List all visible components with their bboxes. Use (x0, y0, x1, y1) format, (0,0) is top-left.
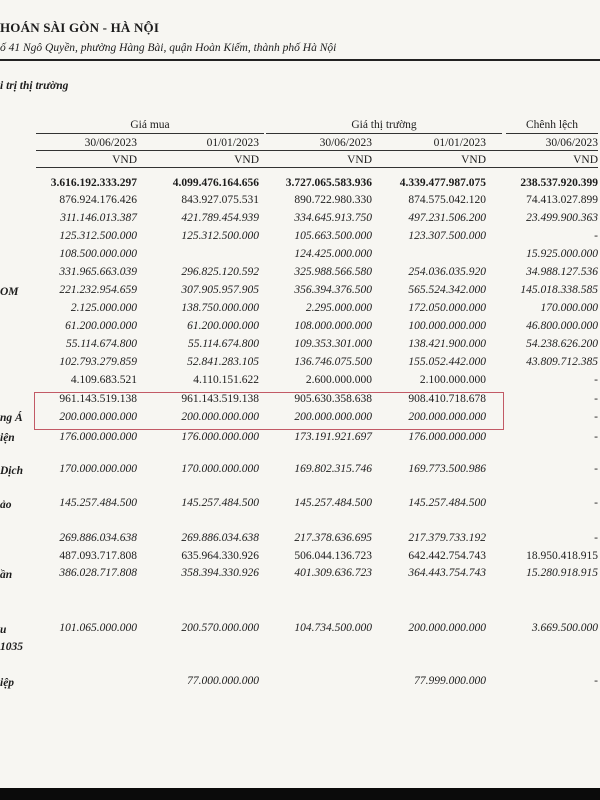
table-cell: 200.000.000.000 (59, 411, 137, 423)
table-cell: - (594, 374, 598, 386)
table-cell: 43.809.712.385 (526, 356, 598, 368)
table-cell: 2.600.000.000 (305, 374, 372, 386)
table-cell: 46.800.000.000 (526, 320, 598, 332)
column-date: 30/06/2023 (84, 137, 137, 149)
table-cell: 565.524.342.000 (408, 284, 486, 296)
table-cell: 217.378.636.695 (294, 532, 372, 544)
table-cell: 3.669.500.000 (531, 622, 598, 634)
table-cell: 176.000.000.000 (408, 431, 486, 443)
table-cell: 145.018.338.585 (520, 284, 598, 296)
company-address: ố 41 Ngô Quyền, phường Hàng Bài, quận Hoàn Kiếm, thành phố Hà Nội (0, 42, 337, 54)
table-cell: 642.442.754.743 (408, 550, 486, 562)
table-cell: 15.925.000.000 (526, 248, 598, 260)
table-cell: 2.295.000.000 (305, 302, 372, 314)
bottom-edge-bar (0, 788, 600, 800)
column-unit: VND (573, 154, 598, 166)
table-cell: 961.143.519.138 (59, 393, 137, 405)
table-cell: 34.988.127.536 (526, 266, 598, 278)
table-cell: 221.232.954.659 (59, 284, 137, 296)
table-cell: 105.663.500.000 (294, 230, 372, 242)
table-cell: 176.000.000.000 (181, 431, 259, 443)
row-label: u (0, 624, 7, 636)
table-cell: 843.927.075.531 (181, 194, 259, 206)
table-cell: 890.722.980.330 (294, 194, 372, 206)
column-date: 30/06/2023 (545, 137, 598, 149)
table-cell: 4.099.476.164.656 (172, 177, 259, 189)
table-cell: 104.734.500.000 (294, 622, 372, 634)
table-cell: 3.616.192.333.297 (50, 177, 137, 189)
row-label: iện (0, 432, 15, 444)
table-cell: 108.500.000.000 (59, 248, 137, 260)
table-cell: - (594, 463, 598, 475)
table-cell: 102.793.279.859 (59, 356, 137, 368)
column-unit: VND (112, 154, 137, 166)
table-cell: 145.257.484.500 (59, 497, 137, 509)
table-cell: 4.109.683.521 (70, 374, 137, 386)
table-cell: 200.570.000.000 (181, 622, 259, 634)
column-date: 01/01/2023 (433, 137, 486, 149)
table-cell: 145.257.484.500 (408, 497, 486, 509)
table-cell: 269.886.034.638 (181, 532, 259, 544)
table-cell: 364.443.754.743 (408, 567, 486, 579)
table-cell: 254.036.035.920 (408, 266, 486, 278)
table-cell: 145.257.484.500 (294, 497, 372, 509)
row-label: ảo (0, 499, 12, 511)
table-cell: 876.924.176.426 (59, 194, 137, 206)
table-cell: 124.425.000.000 (294, 248, 372, 260)
row-label-extra: 1035 (0, 641, 23, 653)
table-rule (506, 133, 598, 134)
table-cell: 15.280.918.915 (526, 567, 598, 579)
table-cell: 311.146.013.387 (60, 212, 137, 224)
table-rule (266, 133, 502, 134)
table-cell: 269.886.034.638 (59, 532, 137, 544)
table-cell: 200.000.000.000 (294, 411, 372, 423)
table-cell: 176.000.000.000 (59, 431, 137, 443)
column-group-header: Chênh lệch (525, 119, 579, 131)
table-cell: - (594, 497, 598, 509)
column-unit: VND (347, 154, 372, 166)
table-cell: 109.353.301.000 (294, 338, 372, 350)
table-cell: 874.575.042.120 (408, 194, 486, 206)
table-rule (36, 167, 598, 168)
table-cell: 331.965.663.039 (59, 266, 137, 278)
table-cell: 961.143.519.138 (181, 393, 259, 405)
table-cell: - (594, 532, 598, 544)
table-cell: 170.000.000.000 (59, 463, 137, 475)
row-label: OM (0, 286, 19, 298)
section-title: i trị thị trường (0, 80, 69, 92)
table-cell: 169.773.500.986 (408, 463, 486, 475)
table-cell: 172.050.000.000 (408, 302, 486, 314)
table-cell: 138.750.000.000 (181, 302, 259, 314)
column-group-header: Giá thị trường (351, 119, 417, 131)
table-cell: 101.065.000.000 (59, 622, 137, 634)
row-label: Dịch (0, 465, 23, 477)
column-unit: VND (234, 154, 259, 166)
table-cell: 136.746.075.500 (294, 356, 372, 368)
table-cell: 54.238.626.200 (526, 338, 598, 350)
table-cell: 18.950.418.915 (526, 550, 598, 562)
table-cell: 123.307.500.000 (408, 230, 486, 242)
table-cell: 238.537.920.399 (520, 177, 598, 189)
column-date: 01/01/2023 (206, 137, 259, 149)
table-cell: - (594, 431, 598, 443)
table-cell: 497.231.506.200 (408, 212, 486, 224)
table-cell: 55.114.674.800 (187, 338, 259, 350)
table-cell: 421.789.454.939 (181, 212, 259, 224)
table-cell: 487.093.717.808 (59, 550, 137, 562)
table-cell: 908.410.718.678 (408, 393, 486, 405)
table-cell: 506.044.136.723 (294, 550, 372, 562)
table-cell: 61.200.000.000 (65, 320, 137, 332)
table-cell: 356.394.376.500 (294, 284, 372, 296)
table-cell: 3.727.065.583.936 (285, 177, 372, 189)
table-cell: 100.000.000.000 (408, 320, 486, 332)
table-cell: 170.000.000 (540, 302, 598, 314)
company-name: HOÁN SÀI GÒN - HÀ NỘI (0, 20, 160, 35)
table-cell: 125.312.500.000 (181, 230, 259, 242)
table-cell: 200.000.000.000 (408, 411, 486, 423)
column-date: 30/06/2023 (319, 137, 372, 149)
table-cell: 307.905.957.905 (181, 284, 259, 296)
table-cell: 358.394.330.926 (181, 567, 259, 579)
table-cell: 138.421.900.000 (408, 338, 486, 350)
table-cell: 169.802.315.746 (294, 463, 372, 475)
table-cell: 2.100.000.000 (419, 374, 486, 386)
table-cell: 77.000.000.000 (187, 675, 259, 687)
table-cell: 77.999.000.000 (414, 675, 486, 687)
table-cell: 334.645.913.750 (294, 212, 372, 224)
column-unit: VND (461, 154, 486, 166)
table-cell: 173.191.921.697 (294, 431, 372, 443)
table-cell: 2.125.000.000 (70, 302, 137, 314)
table-cell: 55.114.674.800 (65, 338, 137, 350)
table-cell: 217.379.733.192 (408, 532, 486, 544)
row-label: ần (0, 569, 13, 581)
table-cell: 170.000.000.000 (181, 463, 259, 475)
table-cell: 200.000.000.000 (408, 622, 486, 634)
table-cell: - (594, 675, 598, 687)
column-group-header: Giá mua (130, 119, 170, 131)
table-cell: 23.499.900.363 (526, 212, 598, 224)
table-cell: 4.110.151.622 (193, 374, 259, 386)
table-cell: 61.200.000.000 (187, 320, 259, 332)
table-cell: 52.841.283.105 (187, 356, 259, 368)
table-cell: 108.000.000.000 (294, 320, 372, 332)
table-cell: 200.000.000.000 (181, 411, 259, 423)
table-cell: 325.988.566.580 (294, 266, 372, 278)
table-cell: 386.028.717.808 (59, 567, 137, 579)
table-cell: - (594, 411, 598, 423)
table-cell: 74.413.027.899 (526, 194, 598, 206)
table-cell: 635.964.330.926 (181, 550, 259, 562)
table-cell: 155.052.442.000 (408, 356, 486, 368)
table-cell: - (594, 393, 598, 405)
highlight-annotation-box (34, 392, 504, 430)
table-rule (36, 133, 264, 134)
row-label: ng Á (0, 412, 23, 424)
row-label: iệp (0, 677, 15, 689)
table-cell: 401.309.636.723 (294, 567, 372, 579)
table-cell: 4.339.477.987.075 (399, 177, 486, 189)
table-cell: 145.257.484.500 (181, 497, 259, 509)
table-cell: - (594, 230, 598, 242)
table-cell: 296.825.120.592 (181, 266, 259, 278)
table-cell: 905.630.358.638 (294, 393, 372, 405)
table-rule (36, 150, 598, 151)
table-cell: 125.312.500.000 (59, 230, 137, 242)
